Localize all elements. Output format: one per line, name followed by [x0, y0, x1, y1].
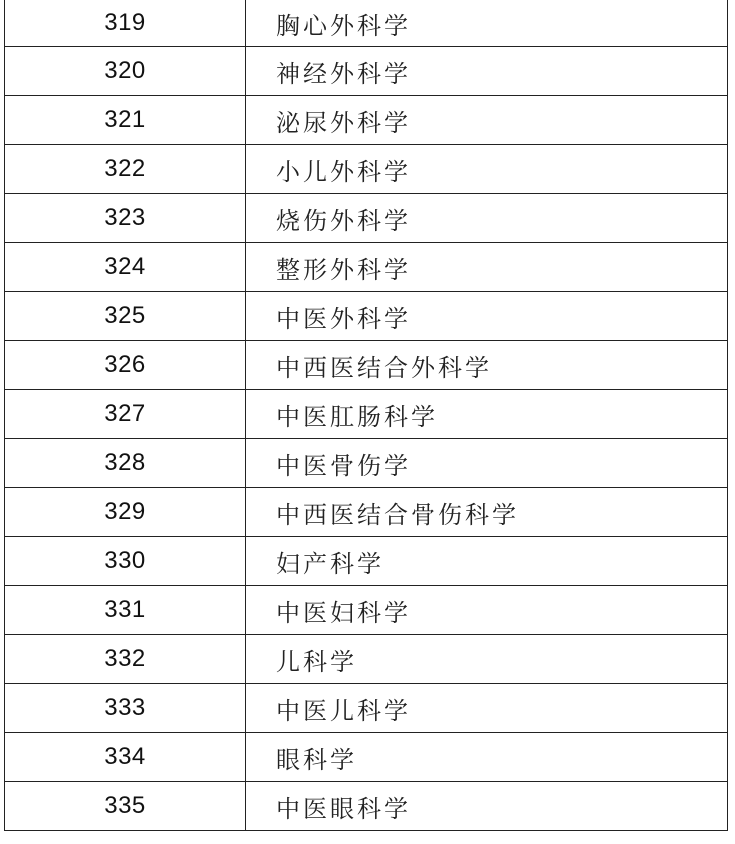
row-specialty-name: 胸心外科学	[246, 0, 728, 47]
row-code: 323	[5, 194, 246, 243]
table-row	[5, 586, 728, 635]
row-code: 330	[5, 537, 246, 586]
row-specialty-name: 中医骨伤学	[246, 439, 728, 488]
specialty-table	[4, 0, 728, 831]
table-row	[5, 47, 728, 96]
row-specialty-name: 中医肛肠科学	[246, 390, 728, 439]
row-specialty-name: 泌尿外科学	[246, 96, 728, 145]
table-row	[5, 145, 728, 194]
row-specialty-name: 中医儿科学	[246, 684, 728, 733]
table-row	[5, 733, 728, 782]
table-row	[5, 635, 728, 684]
row-specialty-name: 眼科学	[246, 733, 728, 782]
table-row	[5, 537, 728, 586]
table-row	[5, 0, 728, 47]
row-specialty-name: 中西医结合骨伤科学	[246, 488, 728, 537]
row-code: 319	[5, 0, 246, 47]
row-specialty-name: 妇产科学	[246, 537, 728, 586]
row-code: 327	[5, 390, 246, 439]
row-code: 325	[5, 292, 246, 341]
row-code: 329	[5, 488, 246, 537]
row-specialty-name: 小儿外科学	[246, 145, 728, 194]
table-row	[5, 488, 728, 537]
row-specialty-name: 整形外科学	[246, 243, 728, 292]
row-code: 333	[5, 684, 246, 733]
row-code: 335	[5, 782, 246, 831]
row-specialty-name: 中医外科学	[246, 292, 728, 341]
row-specialty-name: 烧伤外科学	[246, 194, 728, 243]
specialty-table-body	[5, 0, 728, 831]
row-code: 322	[5, 145, 246, 194]
table-row	[5, 390, 728, 439]
row-code: 328	[5, 439, 246, 488]
table-row	[5, 194, 728, 243]
row-specialty-name: 中医眼科学	[246, 782, 728, 831]
row-specialty-name: 神经外科学	[246, 47, 728, 96]
table-row	[5, 782, 728, 831]
row-code: 320	[5, 47, 246, 96]
table-row	[5, 341, 728, 390]
table-row	[5, 96, 728, 145]
row-specialty-name: 中西医结合外科学	[246, 341, 728, 390]
row-code: 326	[5, 341, 246, 390]
row-code: 324	[5, 243, 246, 292]
row-code: 332	[5, 635, 246, 684]
row-code: 331	[5, 586, 246, 635]
table-row	[5, 684, 728, 733]
table-row	[5, 243, 728, 292]
row-code: 321	[5, 96, 246, 145]
row-specialty-name: 中医妇科学	[246, 586, 728, 635]
specialty-table-container	[4, 0, 727, 831]
table-row	[5, 292, 728, 341]
row-specialty-name: 儿科学	[246, 635, 728, 684]
table-row	[5, 439, 728, 488]
row-code: 334	[5, 733, 246, 782]
